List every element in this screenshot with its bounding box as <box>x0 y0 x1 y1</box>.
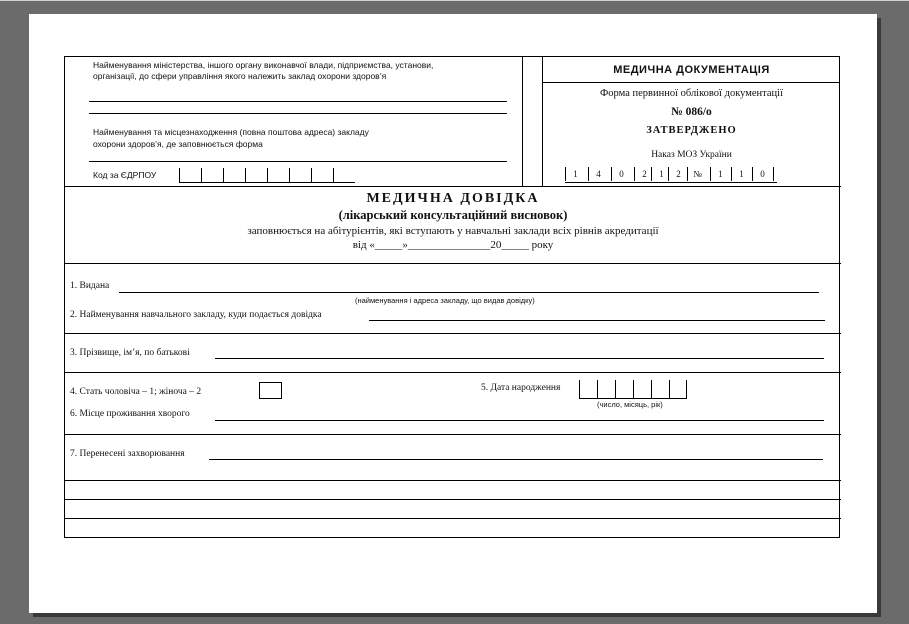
section-rule-3 <box>65 434 841 435</box>
field-4-label: 4. Стать чоловіча – 1; жіноча – 2 <box>70 387 202 397</box>
document-title: МЕДИЧНА ДОВІДКА <box>366 191 540 206</box>
birthdate-cells[interactable] <box>579 380 687 398</box>
field-6-input[interactable] <box>215 420 824 421</box>
header-divider-left <box>522 57 523 186</box>
approved-label: ЗАТВЕРДЖЕНО <box>646 125 737 136</box>
form-type-label: Форма первинної облікової документації <box>599 88 784 99</box>
document-date-line[interactable]: від «_____»_______________20_____ року <box>352 239 554 251</box>
order-number-cells: 1 4 0 2 1 2 № 1 1 0 <box>565 167 805 182</box>
field-2-input[interactable] <box>369 320 825 321</box>
birthdate-baseline <box>579 398 687 399</box>
institution-line <box>89 161 507 162</box>
edrpou-code-cells[interactable] <box>179 168 351 182</box>
field-5-hint: (число, місяць, рік) <box>597 400 663 409</box>
field-1-input[interactable] <box>119 292 819 293</box>
order-baseline <box>565 182 777 183</box>
right-edge-tick <box>839 380 840 398</box>
field-1-hint: (найменування і адреса закладу, що видав довідку) <box>355 296 535 305</box>
field-5-label: 5. Дата народження <box>481 383 561 393</box>
ministry-line-2 <box>89 113 507 114</box>
ministry-label: Найменування міністерства, іншого органу виконавчої влади, підприємства, установи, організації, до сфери управління якого належить заклад охорони здоров’я <box>93 60 434 81</box>
edrpou-baseline <box>179 182 355 183</box>
section-rule-1 <box>65 333 841 334</box>
gender-box[interactable] <box>259 382 282 399</box>
blank-line-3[interactable] <box>65 518 841 519</box>
ministry-line-1 <box>89 101 507 102</box>
field-7-label: 7. Перенесені захворювання <box>70 449 185 459</box>
document-note: заповнюється на абітурієнтів, які вступають у навчальні заклади всіх рівнів акредитації <box>247 225 659 237</box>
title-bottom-rule <box>65 263 841 264</box>
header-bottom-rule <box>65 186 841 187</box>
form-number: № 086/о <box>671 106 712 118</box>
field-2-label: 2. Найменування навчального закладу, куди подається довідка <box>70 310 322 320</box>
medical-documentation-title: МЕДИЧНА ДОКУМЕНТАЦІЯ <box>543 57 840 83</box>
document-subtitle: (лікарський консультаційний висновок) <box>338 208 568 222</box>
field-3-label: 3. Прізвище, ім’я, по батькові <box>70 348 190 358</box>
order-label: Наказ МОЗ України <box>651 150 732 160</box>
institution-label: Найменування та місцезнаходження (повна поштова адреса) закладу охорони здоров’я, де заповнюється форма <box>93 127 369 149</box>
field-7-input[interactable] <box>209 459 823 460</box>
medical-form <box>64 56 840 538</box>
window-top-edge <box>0 0 909 1</box>
section-rule-2 <box>65 372 841 373</box>
field-3-input[interactable] <box>215 358 824 359</box>
edrpou-label: Код за ЄДРПОУ <box>93 170 157 180</box>
field-6-label: 6. Місце проживання хворого <box>70 409 190 419</box>
blank-line-2[interactable] <box>65 499 841 500</box>
blank-line-1[interactable] <box>65 480 841 481</box>
field-1-label: 1. Видана <box>70 281 110 291</box>
